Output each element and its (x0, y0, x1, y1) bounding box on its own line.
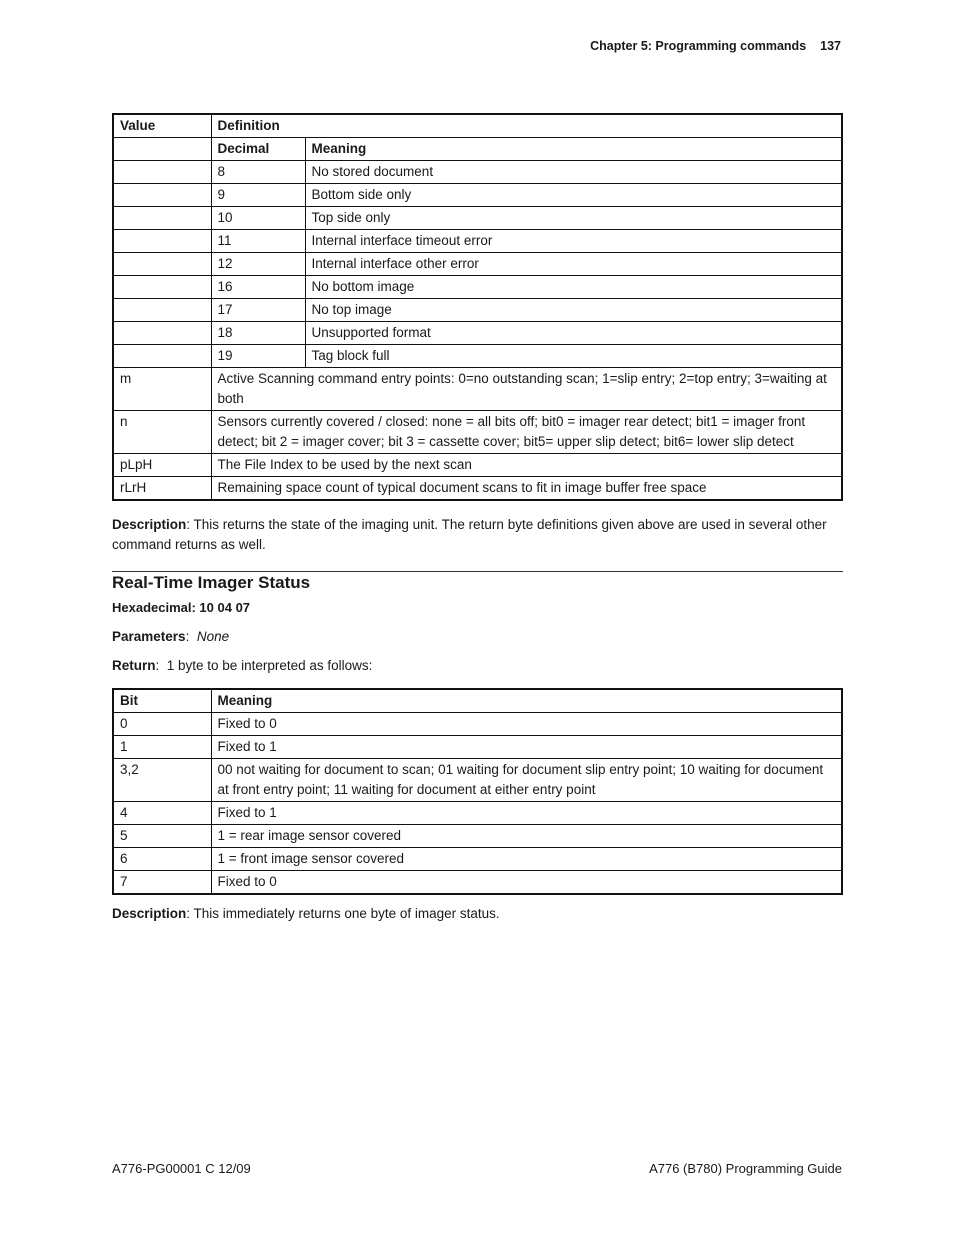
table-row (113, 477, 842, 501)
bit-cell: 1 (113, 736, 211, 759)
meaning-cell: Tag block full (305, 345, 842, 368)
meaning-cell: 1 = rear image sensor covered (211, 825, 842, 848)
col-header-definition: Definition (211, 114, 842, 138)
return-text: 1 byte to be interpreted as follows: (166, 658, 373, 673)
meaning-cell: Unsupported format (305, 322, 842, 345)
page-number: 137 (820, 39, 841, 53)
table-row (113, 802, 842, 825)
decimal-cell: 18 (211, 322, 305, 345)
description-text: : This returns the state of the imaging unit. The return byte definitions given above are used in several other command returns as well. (112, 517, 827, 552)
meaning-cell: 1 = front image sensor covered (211, 848, 842, 871)
decimal-cell: 17 (211, 299, 305, 322)
decimal-cell: 12 (211, 253, 305, 276)
col-header-value: Value (113, 114, 211, 138)
decimal-cell: 9 (211, 184, 305, 207)
bit-cell: 7 (113, 871, 211, 895)
status-values-table (112, 113, 843, 501)
meaning-cell: Top side only (305, 207, 842, 230)
value-cell: rLrH (113, 477, 211, 501)
meaning-cell: Bottom side only (305, 184, 842, 207)
table-row (113, 848, 842, 871)
table-row (113, 871, 842, 895)
empty-cell (113, 299, 211, 322)
table-row (113, 184, 842, 207)
table-row (113, 713, 842, 736)
footer-doc-id: A776-PG00001 C 12/09 (112, 1161, 251, 1176)
table-header-row (113, 114, 842, 138)
empty-cell (113, 230, 211, 253)
definition-cell: Active Scanning command entry points: 0=no outstanding scan; 1=slip entry; 2=top entry; 3=waiting at both (211, 368, 842, 411)
meaning-cell: Internal interface timeout error (305, 230, 842, 253)
page-header (590, 39, 841, 53)
empty-cell (113, 322, 211, 345)
meaning-cell: 00 not waiting for document to scan; 01 waiting for document slip entry point; 10 waiting for document at front entry point; 11 waiting for document at either entry point (211, 759, 842, 802)
empty-cell (113, 207, 211, 230)
definition-cell: Remaining space count of typical document scans to fit in image buffer free space (211, 477, 842, 501)
table-row (113, 230, 842, 253)
table-row (113, 759, 842, 802)
description-paragraph-1 (112, 515, 842, 555)
bit-cell: 4 (113, 802, 211, 825)
value-cell: m (113, 368, 211, 411)
hexadecimal-code: Hexadecimal: 10 04 07 (112, 600, 251, 615)
empty-cell (113, 276, 211, 299)
meaning-cell: No top image (305, 299, 842, 322)
table-row (113, 322, 842, 345)
empty-cell (113, 184, 211, 207)
meaning-cell: Internal interface other error (305, 253, 842, 276)
table-row (113, 454, 842, 477)
return-line: Return: 1 byte to be interpreted as follows: (112, 658, 373, 673)
description-text: : This immediately returns one byte of imager status. (186, 906, 500, 921)
parameters-label: Parameters (112, 629, 186, 644)
definition-cell: Sensors currently covered / closed: none = all bits off; bit0 = imager rear detect; bit1 = imager front detect; bit 2 = imager cover; bit 3 = cassette cover; bit5= upper slip detect; bit6= lower slip detect (211, 411, 842, 454)
table-row (113, 368, 842, 411)
empty-cell (113, 253, 211, 276)
return-label: Return (112, 658, 156, 673)
decimal-cell: 10 (211, 207, 305, 230)
table-row (113, 736, 842, 759)
meaning-cell: Fixed to 1 (211, 736, 842, 759)
meaning-cell: Fixed to 0 (211, 713, 842, 736)
meaning-cell: No stored document (305, 161, 842, 184)
value-cell: pLpH (113, 454, 211, 477)
parameters-line: Parameters: None (112, 629, 230, 644)
table-row (113, 276, 842, 299)
footer-guide-title: A776 (B780) Programming Guide (649, 1161, 842, 1176)
definition-cell: The File Index to be used by the next scan (211, 454, 842, 477)
empty-cell (113, 161, 211, 184)
value-cell: n (113, 411, 211, 454)
decimal-cell: 16 (211, 276, 305, 299)
decimal-cell: 8 (211, 161, 305, 184)
table-row (113, 253, 842, 276)
col-header-meaning: Meaning (211, 689, 842, 713)
empty-cell (113, 345, 211, 368)
bit-cell: 6 (113, 848, 211, 871)
meaning-cell: Fixed to 1 (211, 802, 842, 825)
table-row (113, 411, 842, 454)
description-label: Description (112, 517, 187, 532)
description-paragraph-2 (112, 904, 842, 924)
table-row (113, 207, 842, 230)
bit-cell: 0 (113, 713, 211, 736)
table-header-row (113, 689, 842, 713)
col-header-meaning: Meaning (305, 138, 842, 161)
empty-cell (113, 138, 211, 161)
bit-cell: 5 (113, 825, 211, 848)
meaning-cell: No bottom image (305, 276, 842, 299)
bit-cell: 3,2 (113, 759, 211, 802)
table-row (113, 825, 842, 848)
table-row (113, 299, 842, 322)
chapter-title: Chapter 5: Programming commands (590, 39, 807, 53)
table-subheader-row (113, 138, 842, 161)
table-row (113, 345, 842, 368)
col-header-decimal: Decimal (211, 138, 305, 161)
imager-status-bit-table (112, 688, 843, 895)
description-label: Description (112, 906, 187, 921)
section-title: Real-Time Imager Status (112, 573, 311, 592)
col-header-bit: Bit (113, 689, 211, 713)
decimal-cell: 11 (211, 230, 305, 253)
meaning-cell: Fixed to 0 (211, 871, 842, 895)
parameters-value: None (196, 629, 230, 644)
decimal-cell: 19 (211, 345, 305, 368)
table-row (113, 161, 842, 184)
